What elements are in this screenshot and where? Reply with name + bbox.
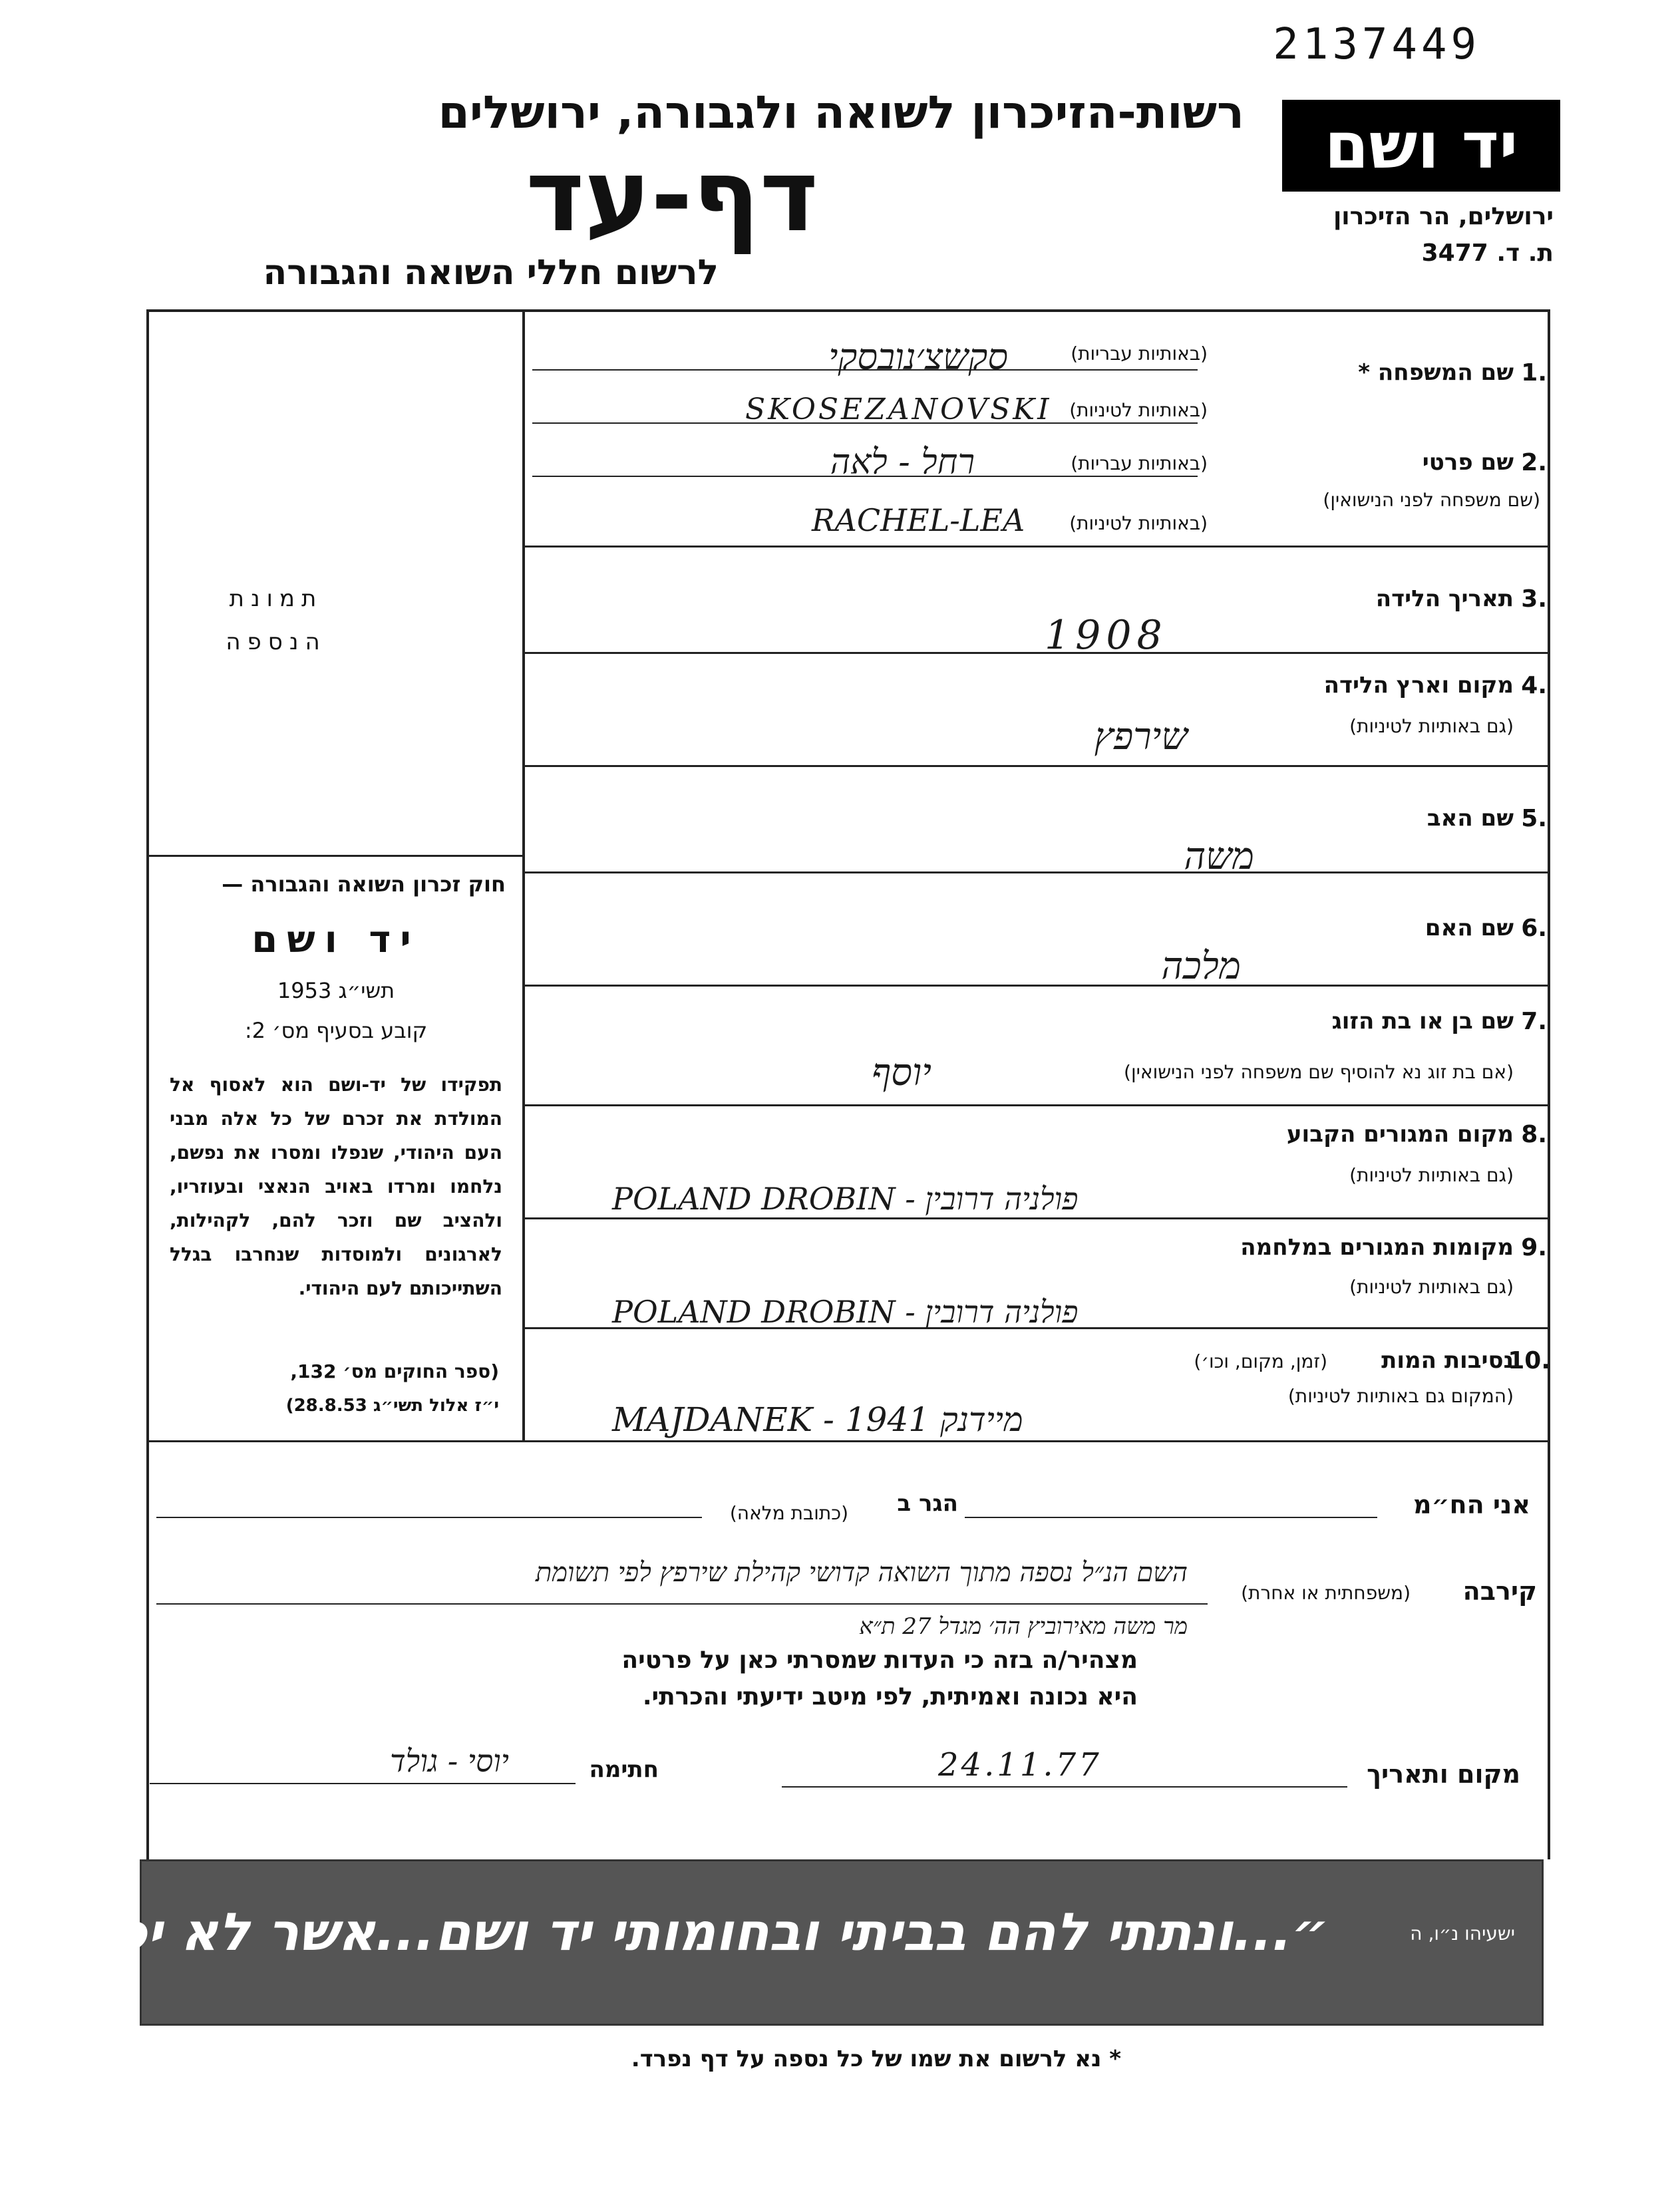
relation-label: קירבה [1462, 1577, 1537, 1606]
resident-label: הגר ב [897, 1490, 958, 1517]
quote-banner [14, 1859, 1544, 2026]
field-2-label: שם פרטי [1422, 449, 1514, 476]
law-reference-1: (ספר החוקים מס׳ 132, [290, 1360, 499, 1382]
field-8-value: POLAND DROBIN - פולניה דרובין [612, 1181, 1079, 1217]
field-7-value: יוסף [872, 1051, 931, 1094]
law-clause: קובע בסעיף מס׳ 2: [244, 1018, 428, 1043]
field-1-hebrew-value: סקשצ׳נובסקי [828, 336, 1008, 378]
field-3-value: 1908 [1045, 612, 1168, 659]
field-6-value: מלכה [1161, 945, 1241, 988]
field-3-number: 3. [1521, 585, 1547, 613]
statement-line-2: היא נכונה ואמיתית, לפי מיטב ידיעתי והכרתי. [642, 1683, 1138, 1710]
field-3-label: תאריך הלידה [1375, 585, 1514, 612]
document-number: 2137449 [1273, 20, 1480, 69]
field-2-latin-value: RACHEL-LEA [812, 502, 1025, 538]
law-reference-2: י״ז אלול תשי״ג 28.8.53) [285, 1396, 499, 1416]
law-year: תשי״ג 1953 [277, 978, 395, 1003]
yad-vashem-logo [1282, 100, 1560, 192]
field-2-latin-note: (באותיות לטיניות) [1069, 512, 1208, 534]
banner-source: ישעיהו נ״ו, ה [1410, 1923, 1515, 1945]
field-1-latin-value: SKOSEZANOVSKI [745, 392, 1052, 426]
field-5-label: שם האב [1427, 805, 1514, 832]
field-8-label: מקום המגורים הקבוע [1286, 1121, 1514, 1148]
form-subtitle: לרשום חללי השואה והגבורה [263, 253, 719, 293]
signature-label: חתימה [589, 1756, 659, 1783]
field-9-value: POLAND DROBIN - פולניה דרובין [612, 1294, 1079, 1330]
place-date-label: מקום ותאריך [1367, 1760, 1520, 1789]
field-6-number: 6. [1521, 915, 1547, 942]
field-5-number: 5. [1521, 805, 1547, 832]
field-2-hebrew-note: (באותיות עבריות) [1071, 452, 1208, 474]
field-7-label: שם בן או בת הזוג [1331, 1008, 1514, 1034]
field-10-value: MAJDANEK - מיידנק 1941 [612, 1400, 1023, 1439]
field-4-number: 4. [1521, 672, 1547, 699]
relation-value: השם הנ״ל נספה מתוך השואה קדושי קהילת שירפץ לפי תשומת [535, 1557, 1188, 1588]
organization-line: רשות-הזיכרון לשואה ולגבורה, ירושלים [438, 86, 1244, 139]
banner-quote: ״...ונתתי להם בביתי ובחומותי יד ושם...אשר לא יכרת״ [14, 1903, 1329, 1962]
field-2-maiden-note: (שם משפחה לפני הנישואין) [1323, 489, 1540, 511]
field-10-note-2: (המקום גם באותיות לטיניות) [1287, 1385, 1514, 1407]
address-note: (כתובת מלאה) [729, 1502, 848, 1524]
field-8-number: 8. [1521, 1121, 1547, 1148]
field-1-hebrew-note: (באותיות עבריות) [1071, 343, 1208, 365]
date-value: 24.11.77 [938, 1746, 1102, 1784]
field-2-hebrew-value: רחל - לאה [830, 442, 975, 482]
law-title: חוק זכרון השואה והגבורה — [222, 871, 506, 897]
field-4-note: (גם באותיות לטיניות) [1349, 715, 1514, 737]
field-10-note-1: (זמן, מקום, וכו׳) [1194, 1350, 1327, 1372]
address-line-2: ת. ד. 3477 [1421, 239, 1554, 267]
field-9-number: 9. [1521, 1234, 1547, 1261]
law-body: תפקידו של יד-ושם הוא לאסוף אל המולדת את זכרם של כל אלה מבני העם היהודי, שנפלו ומסרו את נפשם, נלחמו ומרדו באויב הנאצי ובעוזריו, ולהציב שם וזכר להם, לקהילות, לארגונים ולמוסדות שנחרבו בגלל השתייכותם לעם היהודי. [170, 1074, 502, 1299]
relation-value-2: מר משה מאירוביץ הה׳ מגדל 27 ת״א [859, 1613, 1188, 1640]
field-6-label: שם האם [1425, 915, 1514, 941]
photo-law-divider [146, 855, 522, 857]
statement-line-1: מצהיר/ה בזה כי העדות שמסרתי כאן על פרטיה [621, 1646, 1138, 1674]
logo-text: יד ושם [1324, 108, 1518, 183]
law-name: יד ושם [252, 918, 420, 961]
field-4-value: שירפץ [1094, 715, 1188, 758]
field-9-label: מקומות המגורים במלחמה [1240, 1234, 1514, 1261]
signature-value: יוסי - גולד [389, 1743, 509, 1779]
field-7-number: 7. [1521, 1008, 1547, 1035]
field-8-note: (גם באותיות לטיניות) [1349, 1164, 1514, 1186]
address-line-1: ירושלים, הר הזיכרון [1333, 203, 1554, 230]
field-5-value: משה [1184, 835, 1254, 878]
field-7-note: (אם בת זוג נא להוסיף שם משפחה לפני הנישואין) [1124, 1061, 1514, 1083]
footnote: * נא לרשום את שמו של כל נספה על דף נפרד. [631, 2046, 1121, 2072]
photo-box-line-1: תמונת [229, 585, 323, 612]
column-divider [522, 309, 525, 1440]
field-1-label: שם המשפחה * [1358, 359, 1514, 386]
field-9-note: (גם באותיות לטיניות) [1349, 1276, 1514, 1298]
relation-note: (משפחתית או אחרת) [1241, 1582, 1411, 1604]
photo-box-line-2: הנספה [226, 629, 327, 655]
field-4-label: מקום וארץ הלידה [1323, 672, 1514, 699]
form-title: דף-עד [526, 138, 818, 254]
field-10-label: נסיבות המות [1381, 1347, 1514, 1374]
field-1-latin-note: (באותיות לטיניות) [1069, 399, 1208, 421]
field-2-number: 2. [1521, 449, 1547, 476]
field-10-number: 10. [1508, 1347, 1550, 1374]
declarant-label: אני הח״מ [1413, 1490, 1530, 1519]
field-1-number: 1. [1521, 359, 1547, 387]
